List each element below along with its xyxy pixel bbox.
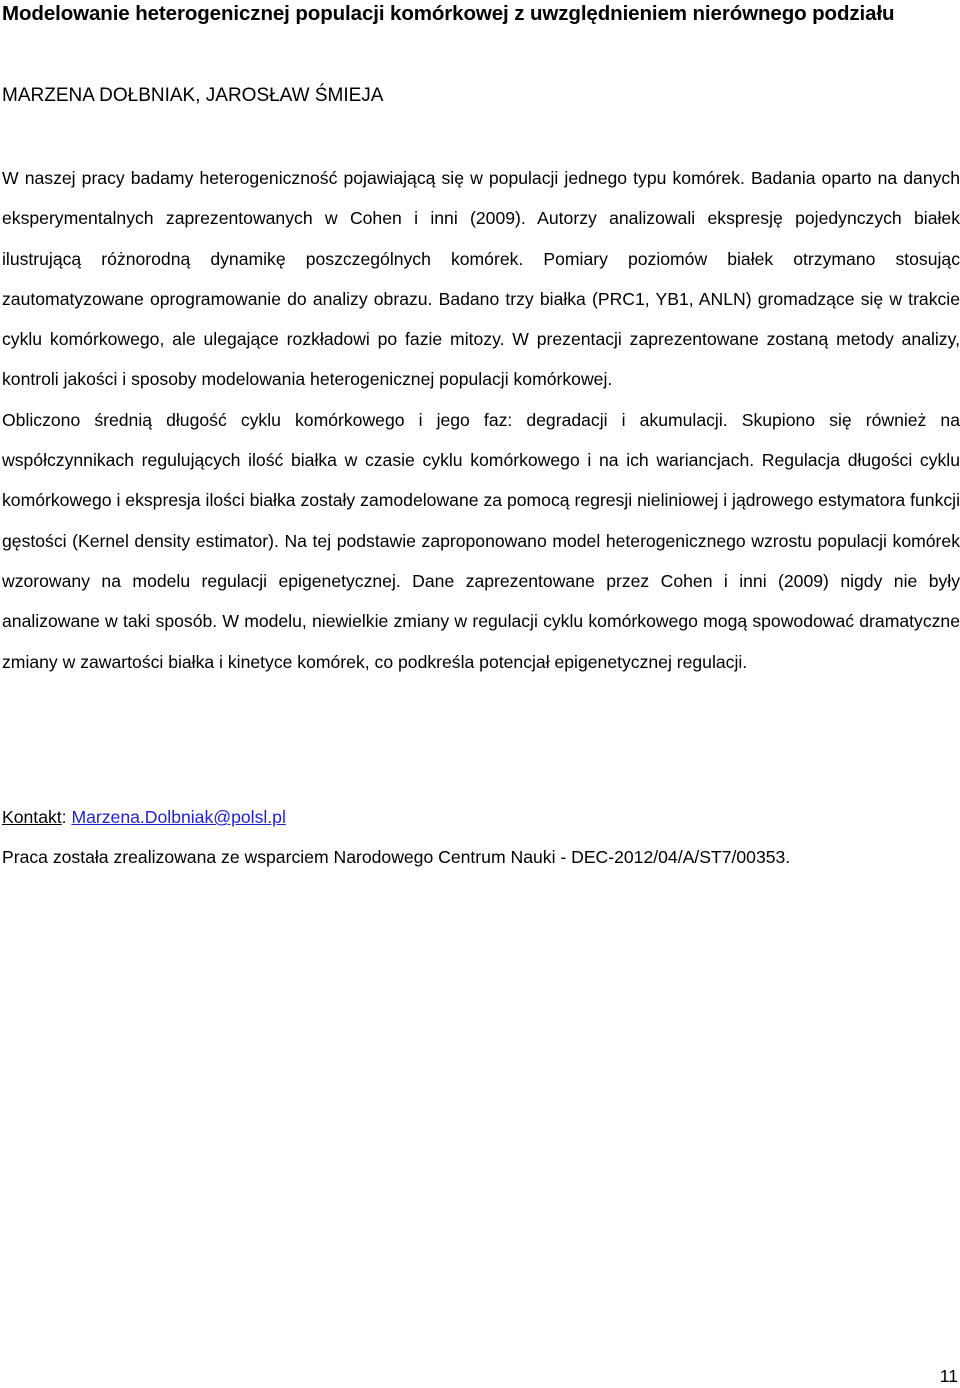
authors: MARZENA DOŁBNIAK, JAROSŁAW ŚMIEJA	[2, 85, 384, 106]
page-number: 11	[939, 1366, 958, 1386]
abstract	[2, 158, 960, 682]
document-title: Modelowanie heterogenicznej populacji komórkowej z uwzględnieniem nierównego podziału	[2, 2, 895, 25]
contact-separator: :	[61, 807, 72, 827]
contact-line	[2, 802, 286, 832]
contact-email-link[interactable]: Marzena.Dolbniak@polsl.pl	[71, 807, 286, 827]
contact-label: Kontakt	[2, 807, 62, 827]
abstract-paragraph-1: W naszej pracy badamy heterogeniczność pojawiającą się w populacji jednego typu komórek. Badania oparto na danych eksperymentalnych zaprezentowanych w Cohen i inni (2009). Autorzy analizowali ekspresję pojedynczych białek ilustrującą różnorodną dynamikę poszczególnych komórek. Pomiary poziomów białek otrzymano stosując zautomatyzowane oprogramowanie do analizy obrazu. Badano trzy białka (PRC1, YB1, ANLN) gromadzące się w trakcie cyklu komórkowego, ale ulegające rozkładowi po fazie mitozy. W prezentacji zaprezentowane zostaną metody analizy, kontroli jakości i sposoby modelowania heterogenicznej populacji komórkowej.	[2, 168, 960, 390]
funding-note: Praca została zrealizowana ze wsparciem Narodowego Centrum Nauki - DEC-2012/04/A/ST7/00353.	[2, 847, 791, 867]
abstract-paragraph-2: Obliczono średnią długość cyklu komórkowego i jego faz: degradacji i akumulacji. Skupiono się również na współczynnikach regulujących ilość białka w czasie cyklu komórkowego i na ich wariancjach. Regulacja długości cyklu komórkowego i ekspresja ilości białka zostały zamodelowane za pomocą regresji nieliniowej i jądrowego estymatora funkcji gęstości (Kernel density estimator). Na tej podstawie zaproponowano model heterogenicznego wzrostu populacji komórek wzorowany na modelu regulacji epigenetycznej. Dane zaprezentowane przez Cohen i inni (2009) nigdy nie były analizowane w taki sposób. W modelu, niewielkie zmiany w regulacji cyklu komórkowego mogą spowodować dramatyczne zmiany w zawartości białka i kinetyce komórek, co podkreśla potencjał epigenetycznej regulacji.	[2, 409, 960, 672]
